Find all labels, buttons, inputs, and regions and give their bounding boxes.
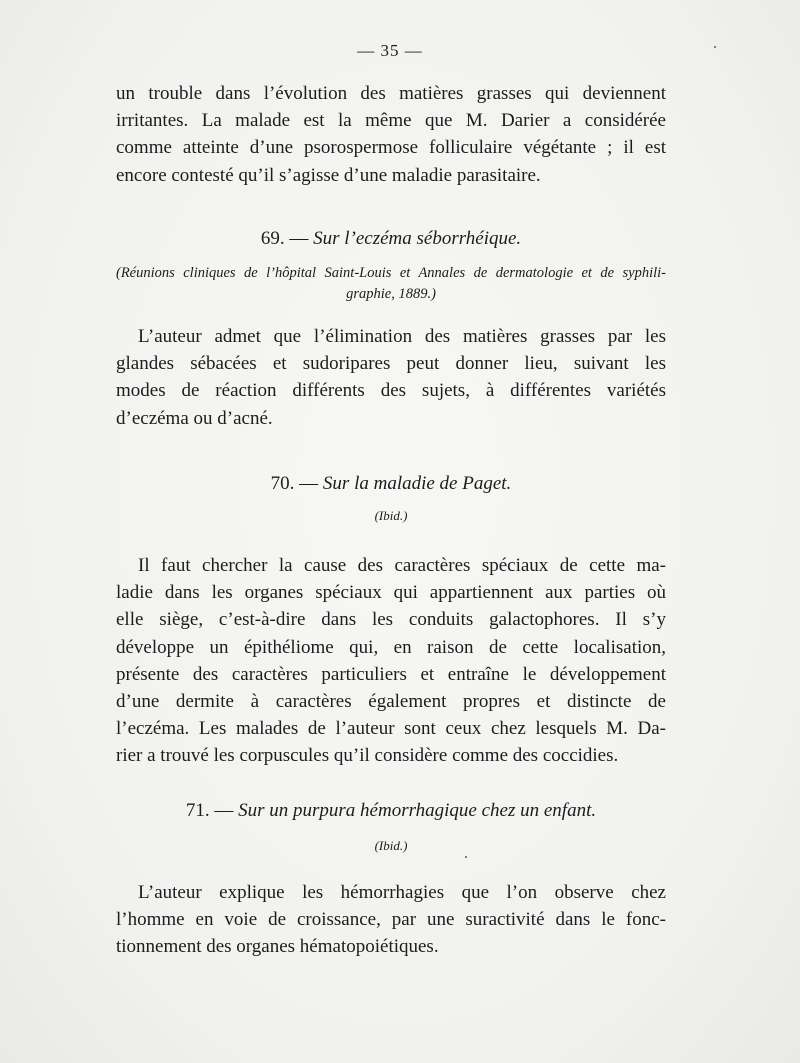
text-line: développe un épithéliome qui, en raison de cette localisation, [116, 636, 666, 658]
section-title: Sur la maladie de Paget. [322, 473, 512, 494]
section-69-body [116, 323, 666, 432]
ink-speck [714, 46, 716, 48]
section-title: Sur un purpura hémorrhagique chez un enfant. [238, 800, 597, 821]
text-line: un trouble dans l’évolution des matières grasses qui deviennent [116, 83, 666, 104]
paragraph-continuation [116, 80, 666, 189]
page-number: — 35 — [357, 41, 423, 60]
section-69-heading [116, 228, 666, 250]
section-number: 71. — [185, 800, 239, 821]
section-71-body [116, 879, 666, 961]
section-number: 70. — [270, 473, 323, 494]
text-line: glandes sébacées et sudoripares peut donner lieu, suivant les [116, 353, 666, 375]
source-line: (Réunions cliniques de l’hôpital Saint-Louis et Annales de dermatologie et de syphili- [116, 265, 666, 281]
text-line: l’homme en voie de croissance, par une suractivité dans le fonc- [116, 909, 666, 931]
section-70-heading [116, 473, 666, 495]
text-line: comme atteinte d’une psorospermose folliculaire végétante ; il est [116, 137, 666, 159]
section-70-source: (Ibid.) [374, 508, 408, 523]
text-line: d’eczéma ou d’acné. [116, 407, 273, 429]
text-line: irritantes. La malade est la même que M. Darier a considérée [116, 110, 666, 132]
section-number: 69. — [260, 228, 314, 249]
text-line: rier a trouvé les corpuscules qu’il considère comme des coccidies. [116, 745, 619, 767]
text-line: elle siège, c’est-à-dire dans les conduits galactophores. Il s’y [116, 609, 666, 631]
text-line: tionnement des organes hématopoiétiques. [116, 936, 439, 958]
text-line: ladie dans les organes spéciaux qui appartiennent aux parties où [116, 582, 666, 604]
text-line: l’eczéma. Les malades de l’auteur sont ceux chez lesquels M. Da- [116, 718, 666, 740]
section-70-body [116, 552, 666, 770]
text-line: Il faut chercher la cause des caractères spéciaux de cette ma- [138, 555, 666, 576]
section-69-source [116, 263, 666, 305]
text-line: encore contesté qu’il s’agisse d’une maladie parasitaire. [116, 164, 541, 186]
section-71-heading [116, 800, 666, 822]
section-title: Sur l’eczéma séborrhéique. [313, 228, 522, 249]
ink-speck [465, 856, 467, 858]
source-line: graphie, 1889.) [346, 286, 436, 302]
text-line: d’une dermite à caractères également propres et distincte de [116, 691, 666, 713]
text-line: modes de réaction différents des sujets, à différentes variétés [116, 380, 666, 402]
text-line: L’auteur admet que l’élimination des matières grasses par les [138, 326, 666, 347]
text-line: L’auteur explique les hémorrhagies que l’on observe chez [138, 882, 666, 903]
section-71-source: (Ibid.) [374, 838, 408, 853]
text-line: présente des caractères particuliers et entraîne le développement [116, 663, 666, 685]
